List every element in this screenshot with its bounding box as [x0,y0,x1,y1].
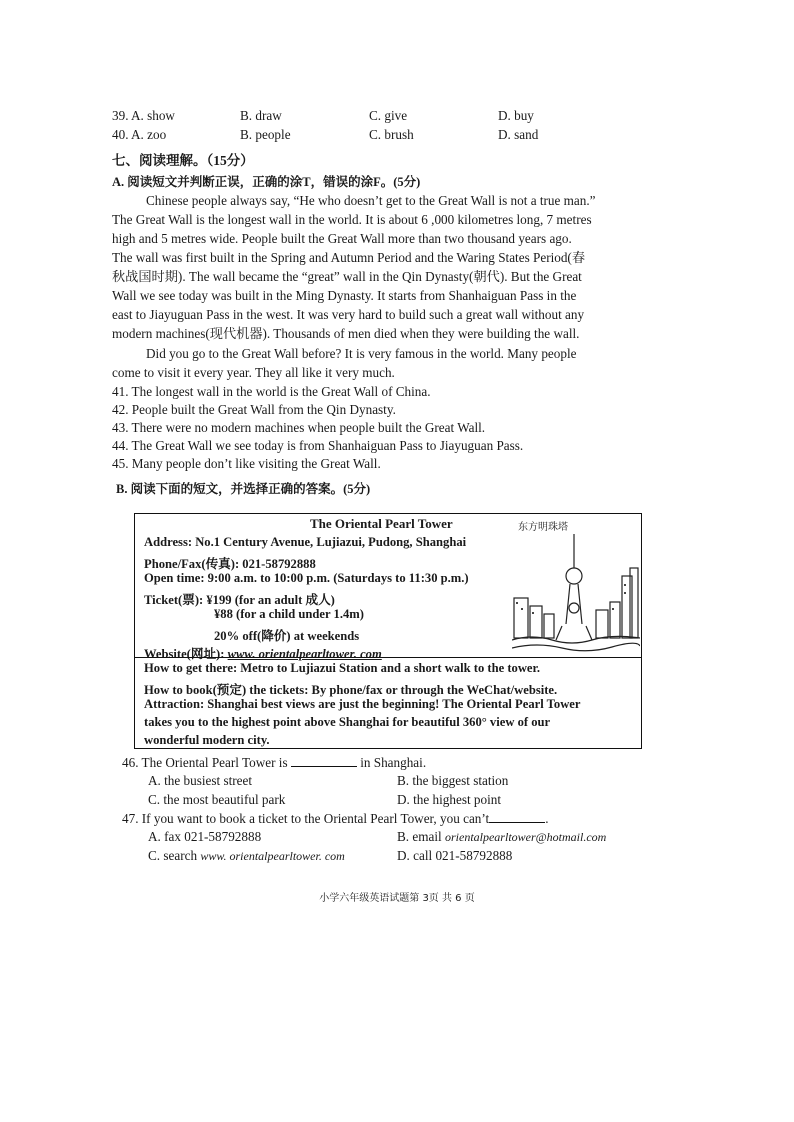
q47-stem-end: . [545,811,549,826]
q46-stem-start: 46. The Oriental Pearl Tower is [122,755,288,770]
ad-phone: Phone/Fax(传真): 021-58792888 [144,557,316,571]
ad-how-to-get: How to get there: Metro to Lujiazui Station and a short walk to the tower. [144,661,541,675]
passage-line: The wall was first built in the Spring and Autumn Period and the Waring States Period(春 [112,250,586,265]
passage-line: high and 5 metres wide. People built the Great Wall more than two thousand years ago. [112,231,572,246]
q46-answer-blank[interactable] [291,754,357,767]
passage-line: come to visit it every year. They all like it very much. [112,365,395,380]
passage-line: The Great Wall is the longest wall in the world. It is about 6 ,000 kilometres long, 7 metres [112,212,592,227]
section-7-title: 七、阅读理解。（15分） [112,153,254,168]
q40-option-b[interactable]: B. people [240,127,291,142]
q39-option-d[interactable]: D. buy [498,108,534,123]
q46-option-b[interactable]: B. the biggest station [397,773,509,788]
ad-attraction-line: wonderful modern city. [144,733,270,747]
ad-title-chinese: 东方明珠塔 [518,522,568,533]
page-footer: 小学六年级英语试题第 3页 共 6 页 [319,893,475,904]
ad-discount: 20% off(降价) at weekends [214,629,360,643]
passage-line: Wall we see today was built in the Ming Dynasty. It starts from Shanhaiguan Pass in the [112,288,577,303]
oriental-pearl-tower-illustration [512,528,640,658]
q47-stem-start: 47. If you want to book a ticket to the Oriental Pearl Tower, you can’t [122,811,490,826]
q47-option-c-website: www. orientalpearltower. com [200,849,345,863]
passage-line: modern machines(现代机器). Thousands of men died when they were building the wall. [112,326,580,341]
q46-stem-end: in Shanghai. [360,755,427,770]
passage-line: Chinese people always say, “He who doesn’t get to the Great Wall is not a true man.” [146,193,596,208]
q47-option-b[interactable] [397,829,606,845]
passage-line: east to Jiayuguan Pass in the west. It was very hard to build such a great wall without any [112,307,585,322]
q47-option-c[interactable] [148,848,345,864]
statement-43[interactable]: 43. There were no modern machines when people built the Great Wall. [112,420,486,435]
q47-option-a[interactable]: A. fax 021-58792888 [148,829,262,844]
q46-option-c[interactable]: C. the most beautiful park [148,792,286,807]
ad-website-link[interactable]: www. orientalpearltower. com [227,647,382,661]
part-b-instruction: B. 阅读下面的短文，并选择正确的答案。(5分) [116,482,371,496]
ad-attraction-line: Attraction: Shanghai best views are just the beginning! The Oriental Pearl Tower [144,697,581,711]
passage-line: 秋战国时期). The wall became the “great” wall in the Qin Dynasty(朝代). But the Great [112,269,582,284]
statement-41[interactable]: 41. The longest wall in the world is the Great Wall of China. [112,384,431,399]
q39-option-c[interactable]: C. give [369,108,408,123]
ad-title: The Oriental Pearl Tower [310,516,453,531]
q40-option-d[interactable]: D. sand [498,127,539,142]
statement-45[interactable]: 45. Many people don’t like visiting the Great Wall. [112,456,381,471]
ad-website-label: Website(网址): [144,647,225,661]
q47-option-b-label: B. email [397,829,442,844]
q40-option-a[interactable]: A. zoo [131,127,167,142]
question-47-stem [122,810,549,828]
q39-number: 39. [112,108,129,123]
q40-option-c[interactable]: C. brush [369,127,414,142]
ad-ticket-adult: Ticket(票): ¥199 (for an adult 成人) [144,593,335,607]
q39-option-b[interactable]: B. draw [240,108,282,123]
ad-address: Address: No.1 Century Avenue, Lujiazui, Pudong, Shanghai [144,535,467,549]
q40-number: 40. [112,127,129,142]
q46-option-d[interactable]: D. the highest point [397,792,502,807]
statement-42[interactable]: 42. People built the Great Wall from the Qin Dynasty. [112,402,396,417]
q47-option-b-email: orientalpearltower@hotmail.com [444,830,607,844]
q47-option-c-label: C. search [148,848,198,863]
part-a-instruction: A. 阅读短文并判断正误，正确的涂T，错误的涂F。(5分) [112,175,421,189]
q39-option-a[interactable]: A. show [131,108,175,123]
ad-how-to-book: How to book(预定) the tickets: By phone/fax or through the WeChat/website. [144,683,558,697]
q46-option-a[interactable]: A. the busiest street [148,773,253,788]
q47-option-d[interactable]: D. call 021-58792888 [397,848,513,863]
statement-44[interactable]: 44. The Great Wall we see today is from Shanhaiguan Pass to Jiayuguan Pass. [112,438,524,453]
ad-attraction-line: takes you to the highest point above Shanghai for beautiful 360° view of our [144,715,551,729]
question-46-stem [122,754,426,772]
ad-open-time: Open time: 9:00 a.m. to 10:00 p.m. (Saturdays to 11:30 p.m.) [144,571,469,585]
ad-ticket-child: ¥88 (for a child under 1.4m) [214,607,364,621]
q47-answer-blank[interactable] [489,810,545,823]
passage-line: Did you go to the Great Wall before? It is very famous in the world. Many people [146,346,577,361]
